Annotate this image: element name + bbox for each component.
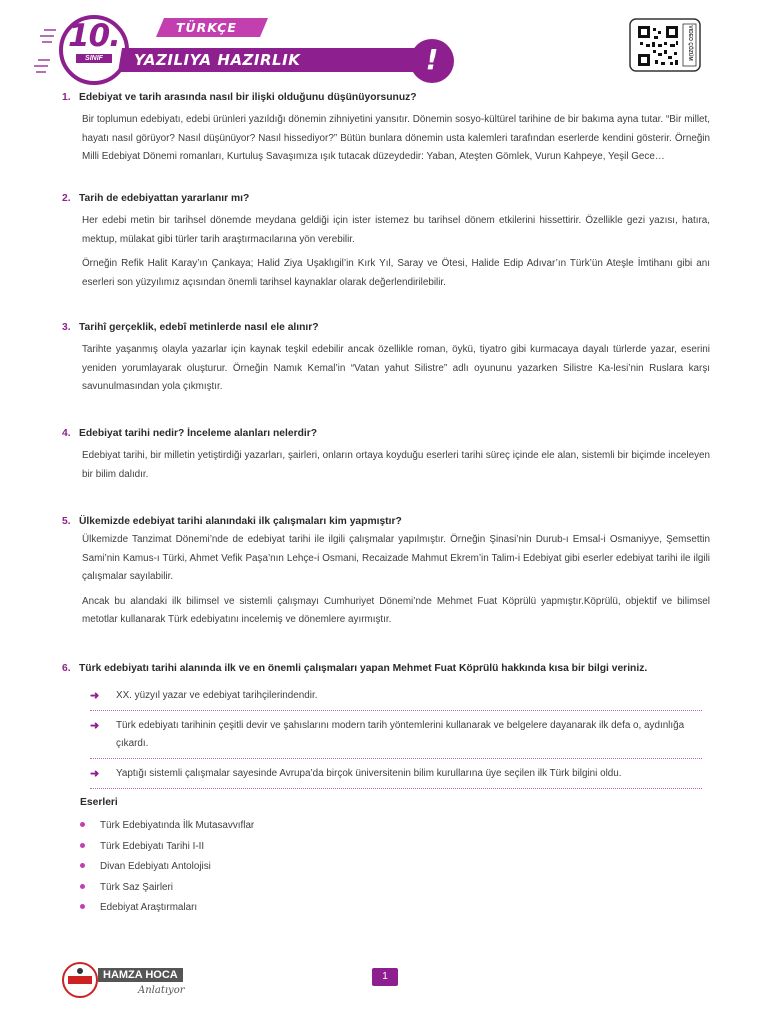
question-number: 1. (62, 92, 71, 103)
grade-number: 10. (68, 18, 120, 54)
exclamation-icon: ! (425, 43, 439, 76)
bullet-icon (80, 822, 85, 827)
works-item: Türk Edebiyatında İlk Mutasavvıflar (80, 816, 254, 837)
works-title: Eserleri (80, 797, 118, 808)
question-number: 4. (62, 428, 71, 439)
page-title: YAZILIYA HAZIRLIK (134, 51, 301, 69)
question-3 (62, 321, 710, 397)
page-number: 1 (372, 968, 398, 986)
question-4 (62, 427, 710, 484)
bullet-icon (80, 863, 85, 868)
bullet-icon (80, 884, 85, 889)
answer-paragraph: Ancak bu alandaki ilk bilimsel ve sistemli çalışmayı Cumhuriyet Dönemi’nde Mehmet Fuat Köprülü yapmıştır.Köprülü, objektif ve bilimsel metotlar kullanarak Türk edebiyatını incelemiş ve dönemlere ayırmıştır. (82, 595, 710, 625)
question-5 (62, 515, 710, 630)
answer-paragraph: Tarihte yaşanmış olayla yazarlar için kaynak teşkil edebilir ancak özellikle roman, öykü, tiyatro gibi kurmacaya dayalı türlerde yazar, eserini yeniden yorumlayarak oluşturur. Örneğin Namık Kemal’in “Vatan yahut Silistre” adlı oyununu yazarken Silistre Ka-lesi’nin Ruslara karşı savunulmasından yola çıkmıştır. (82, 344, 710, 392)
answer-paragraph: Her edebi metin bir tarihsel dönemde meydana geldiği için ister istemez bu tarihsel dönem etkilerini hissettirir. Özellikle gezi yazısı, hatıra, mektup, mülakat gibi türler tarih araştırmacılarına yön verebilir. (82, 215, 710, 245)
works-item: Türk Saz Şairleri (80, 878, 254, 899)
answer-paragraph: Ülkemizde Tanzimat Dönemi’nde de edebiyat tarihi ile ilgili çalışmalar yapılmıştır. Örneğin Şinasi’nin Durub-ı Emsal-i Osmaniyye, Şemsettin Sami’nin Kamus-ı Türki, Ahmet Vefik Paşa’nın Lehçe-i Osmani, Recaizade Mahmut Ekrem’in Talim-i Edebiyat gibi eserler edebiyat tarihi ile ilgili çalışmalar sayılabilir. (82, 534, 710, 582)
works-item: Edebiyat Araştırmaları (80, 898, 254, 919)
works-item: Türk Edebiyatı Tarihi I-II (80, 837, 254, 858)
works-section (80, 797, 254, 919)
question-title: Tarihî gerçeklik, edebî metinlerde nasıl ele alınır? (79, 322, 319, 333)
subject-title: TÜRKÇE (176, 20, 237, 35)
qr-caption: VIDEO ÇÖZÜM (687, 25, 693, 61)
answer-paragraph: Örneğin Refik Halit Karay’ın Çankaya; Halid Ziya Uşaklıgil’in Kırk Yıl, Saray ve Ötesi, Halide Edip Adıvar’ın Türk’ün Ateşle İmtihanı gibi anı eserleri son yüzyılımız açısından önemli tarihsel kaynaklar olarak değerlendirilebilir. (82, 258, 710, 288)
question-title: Tarih de edebiyattan yararlanır mı? (79, 193, 250, 204)
works-item: Divan Edebiyatı Antolojisi (80, 857, 254, 878)
logo-emblem-icon (60, 960, 100, 1000)
info-list (90, 685, 702, 789)
list-item: ➜ XX. yüzyıl yazar ve edebiyat tarihçilerindendir. (90, 685, 702, 711)
question-number: 2. (62, 193, 71, 204)
question-title: Ülkemizde edebiyat tarihi alanındaki ilk çalışmaları kim yapmıştır? (79, 516, 402, 527)
answer-paragraph: Edebiyat tarihi, bir milletin yetiştirdiği yazarları, şairleri, onların ortaya koyduğu eserleri tarihi süreç içinde ele alan, sistemli bir biçimde inceleyen bir bilim dalıdır. (82, 450, 710, 480)
question-number: 3. (62, 322, 71, 333)
question-6 (62, 662, 710, 793)
question-1 (62, 91, 710, 167)
question-2 (62, 192, 710, 292)
grade-word: SINIF (76, 54, 112, 63)
question-title: Edebiyat tarihi nedir? İnceleme alanları nelerdir? (79, 428, 318, 439)
question-title: Türk edebiyatı tarihi alanında ilk ve en önemli çalışmaları yapan Mehmet Fuat Köprülü hakkında kısa bir bilgi veriniz. (79, 663, 648, 674)
brand-name: HAMZA HOCA (98, 968, 183, 982)
bullet-icon (80, 843, 85, 848)
question-number: 6. (62, 663, 71, 674)
list-item: ➜ Türk edebiyatı tarihinin çeşitli devir ve şahıslarını modern tarih yöntemlerini kullanarak ve belgelere dayanarak ilk defa o, aydınlığa çıkardı. (90, 715, 702, 759)
arrow-right-icon: ➜ (90, 768, 100, 780)
arrow-right-icon: ➜ (90, 690, 100, 702)
bullet-icon (80, 904, 85, 909)
arrow-right-icon: ➜ (90, 720, 100, 732)
speed-lines (34, 30, 56, 72)
brand-tagline: Anlatıyor (138, 985, 185, 996)
list-item: ➜ Yaptığı sistemli çalışmalar sayesinde Avrupa’da birçok üniversitenin bilim kurullarına üye seçilen ilk Türk bilgini oldu. (90, 763, 702, 789)
question-title: Edebiyat ve tarih arasında nasıl bir ilişki olduğunu düşünüyorsunuz? (79, 92, 417, 103)
brand-logo (60, 958, 190, 1002)
answer-paragraph: Bir toplumun edebiyatı, edebi ürünleri yazıldığı dönemin zihniyetini yansıtır. Dönemin sosyo-kültürel tarihine de bir bakıma ayna tutar. “Bir millet, hayatı nasıl görüyor? Nasıl düşünüyor? Nasıl hissediyor?” Bütün bunlara dönemin usta kalemleri tarafından eserlerde kendini gösterir. Örneğin Milli Edebiyat Dönemi romanları, Kurtuluş Savaşımıza ışık tutacak düzeydedir: Yaban, Ateşten Gömlek, Vurun Kahpeye, Yeşil Gece… (82, 114, 710, 162)
question-number: 5. (62, 516, 71, 527)
